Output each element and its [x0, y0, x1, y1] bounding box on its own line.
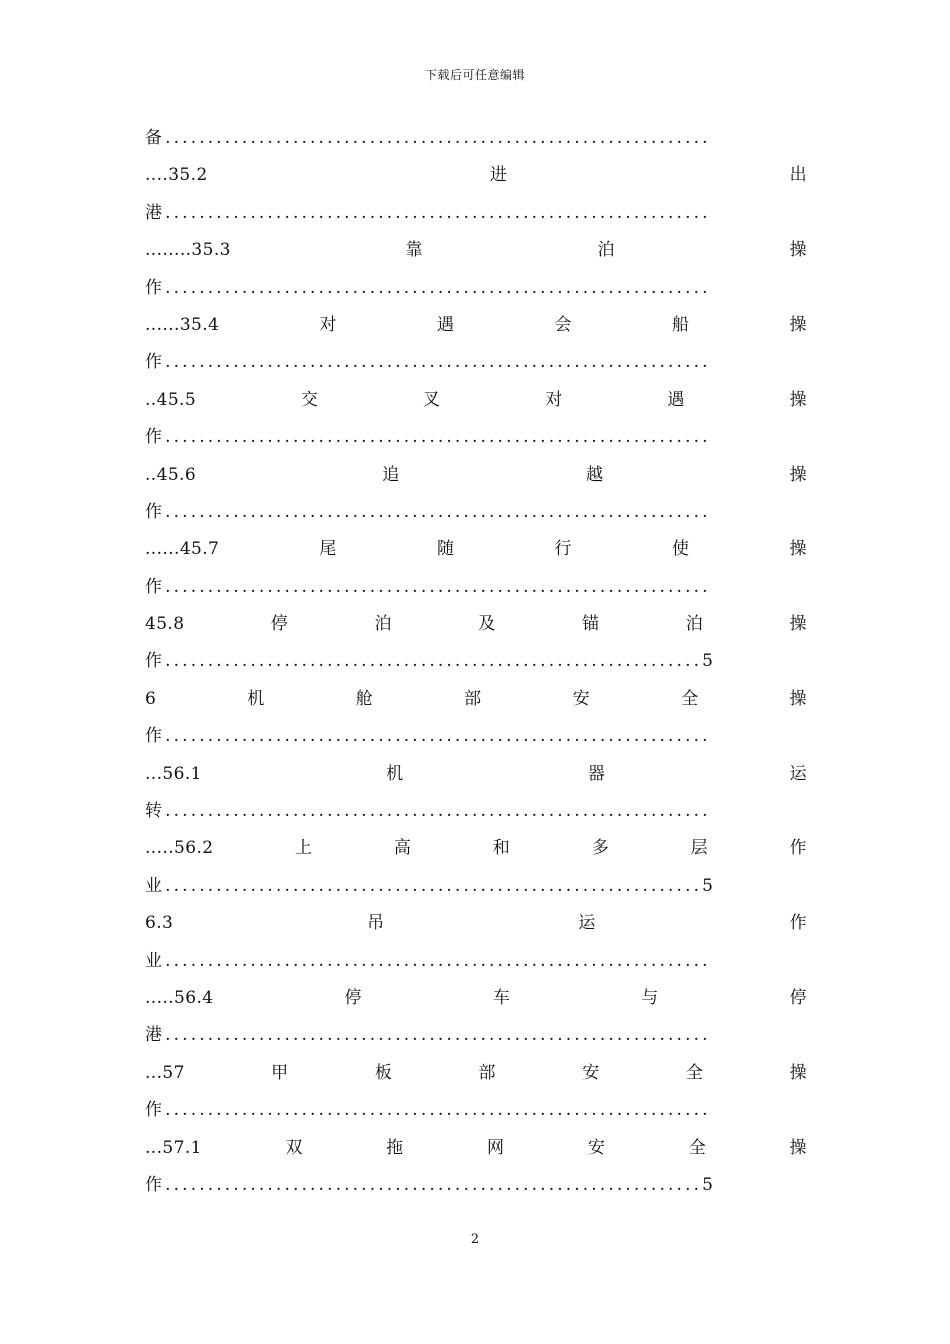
toc-line	[145, 382, 807, 419]
toc-token: ......35.4	[145, 314, 220, 335]
toc-token: 与	[641, 987, 659, 1008]
toc-token: 使	[672, 539, 690, 560]
toc-token: 层	[690, 838, 709, 859]
table-of-contents	[145, 120, 807, 1204]
toc-token: ..45.6	[145, 464, 197, 485]
toc-token: 和	[492, 838, 511, 859]
toc-token: 运	[789, 763, 807, 784]
toc-token: ..45.5	[145, 389, 197, 410]
toc-token: 会	[554, 314, 572, 335]
toc-token: 随	[436, 539, 455, 560]
toc-token: .....56.4	[145, 987, 214, 1008]
toc-line	[145, 980, 807, 1017]
toc-token: 机	[247, 688, 265, 709]
toc-token: 操	[789, 389, 807, 410]
toc-token: 机	[386, 763, 404, 784]
toc-token: ......45.7	[145, 539, 220, 560]
toc-line: 港................................................................	[145, 202, 711, 223]
toc-token: 作	[789, 838, 807, 859]
toc-token: ...57.1	[145, 1137, 202, 1158]
toc-line: 作................................................................	[145, 352, 711, 373]
toc-token: ........35.3	[145, 240, 231, 261]
toc-token: 操	[789, 464, 807, 485]
toc-token: 运	[578, 913, 596, 934]
toc-token: 6	[145, 688, 157, 709]
toc-line	[145, 756, 807, 793]
toc-line: 作...............................................................5	[145, 651, 717, 672]
toc-token: 双	[285, 1137, 303, 1158]
toc-line: 作................................................................	[145, 501, 711, 522]
toc-token: 泊	[685, 614, 704, 635]
toc-line: 转................................................................	[145, 801, 711, 822]
toc-line	[145, 606, 807, 643]
toc-line: 作................................................................	[145, 726, 711, 747]
toc-token: ....35.2	[145, 165, 208, 186]
toc-line	[145, 232, 807, 269]
page-header: 下载后可任意编辑	[424, 68, 525, 82]
toc-token: 部	[464, 688, 482, 709]
toc-token: 停	[270, 614, 289, 635]
toc-token: 作	[789, 913, 807, 934]
toc-line: 作................................................................	[145, 1100, 711, 1121]
toc-line: 作...............................................................5	[145, 1174, 717, 1195]
toc-token: 甲	[271, 1062, 289, 1083]
toc-token: 越	[585, 464, 604, 485]
toc-token: 高	[393, 838, 412, 859]
toc-token: 全	[685, 1062, 704, 1083]
toc-token: 交	[300, 389, 319, 410]
toc-token: ...57	[145, 1062, 185, 1083]
toc-token: 遇	[436, 314, 455, 335]
toc-token: 操	[789, 539, 807, 560]
toc-line	[145, 681, 807, 718]
toc-token: 泊	[597, 240, 615, 261]
toc-token: 操	[789, 240, 807, 261]
toc-token: 安	[582, 1062, 600, 1083]
toc-line	[145, 531, 807, 568]
toc-line	[145, 830, 807, 867]
toc-token: 操	[789, 688, 807, 709]
toc-token: 靠	[405, 240, 423, 261]
toc-line: 备................................................................	[145, 128, 711, 148]
toc-token: 操	[789, 314, 807, 335]
toc-line: 作................................................................	[145, 576, 711, 597]
toc-line: 作................................................................	[145, 277, 711, 298]
toc-line: 业................................................................	[145, 950, 711, 971]
toc-token: 锚	[582, 614, 600, 635]
toc-token: 操	[789, 614, 807, 635]
toc-token: 遇	[667, 389, 685, 410]
toc-line	[145, 1055, 807, 1092]
toc-token: 45.8	[145, 614, 185, 635]
toc-token: 叉	[423, 389, 441, 410]
toc-token: 6.3	[145, 913, 174, 934]
toc-token: .....56.2	[145, 838, 214, 859]
toc-token: 拖	[386, 1137, 404, 1158]
toc-token: 船	[672, 314, 690, 335]
toc-token: 停	[789, 987, 807, 1008]
toc-token: 进	[489, 165, 508, 186]
toc-token: 全	[688, 1137, 707, 1158]
page-number: 2	[470, 1232, 480, 1247]
toc-token: 操	[789, 1062, 807, 1083]
toc-token: 出	[789, 165, 807, 186]
toc-token: 行	[554, 539, 572, 560]
toc-token: 对	[319, 314, 337, 335]
toc-token: 安	[587, 1137, 606, 1158]
toc-line	[145, 905, 807, 942]
toc-token: 多	[591, 838, 610, 859]
toc-line: 业...............................................................5	[145, 875, 717, 896]
toc-token: 停	[344, 987, 362, 1008]
toc-token: 吊	[367, 913, 385, 934]
toc-line	[145, 457, 807, 494]
toc-token: 部	[478, 1062, 496, 1083]
toc-token: 上	[294, 838, 313, 859]
toc-line: 作................................................................	[145, 427, 711, 448]
toc-token: ...56.1	[145, 763, 202, 784]
toc-token: 尾	[319, 539, 337, 560]
toc-line	[145, 307, 807, 344]
toc-token: 车	[492, 987, 511, 1008]
toc-token: 板	[374, 1062, 393, 1083]
toc-token: 及	[478, 614, 496, 635]
toc-token: 全	[681, 688, 699, 709]
toc-token: 对	[545, 389, 563, 410]
toc-token: 操	[789, 1137, 807, 1158]
toc-line: 港................................................................	[145, 1025, 711, 1046]
toc-line	[145, 157, 807, 194]
toc-line	[145, 1130, 807, 1167]
toc-token: 追	[382, 464, 400, 485]
toc-token: 舱	[355, 688, 374, 709]
toc-token: 器	[587, 763, 606, 784]
toc-token: 网	[487, 1137, 505, 1158]
toc-token: 安	[572, 688, 591, 709]
toc-token: 泊	[374, 614, 392, 635]
